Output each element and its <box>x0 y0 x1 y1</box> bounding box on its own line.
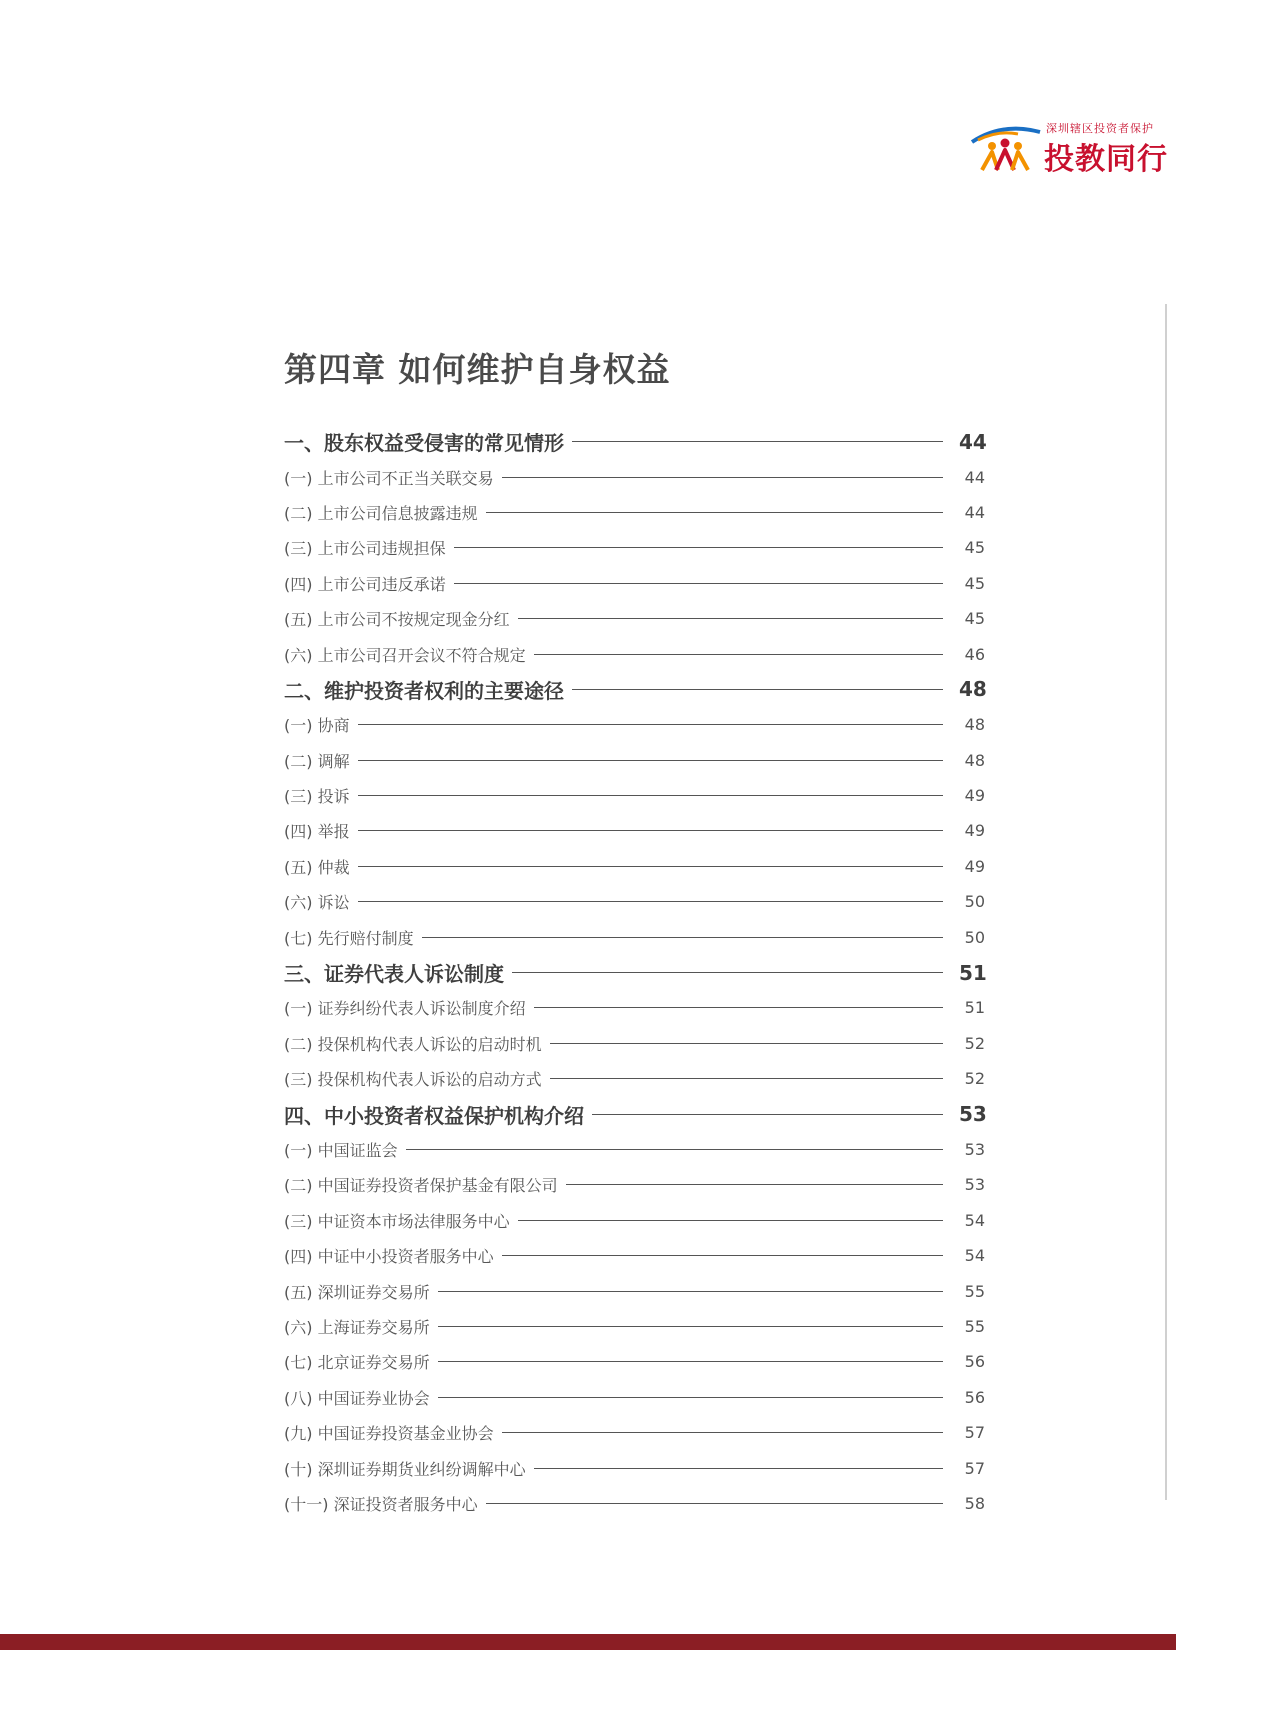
toc-entry-page: 54 <box>964 1210 985 1230</box>
toc-entry[interactable] <box>284 566 985 601</box>
toc-leader-line <box>518 618 943 619</box>
toc-entry-page: 56 <box>964 1352 985 1372</box>
toc-entry-label: (九) 中国证券投资基金业协会 <box>284 1424 494 1444</box>
toc-entry-page: 53 <box>964 1140 985 1159</box>
toc-entry-label: (二) 上市公司信息披露违规 <box>284 503 478 523</box>
toc-leader-line <box>502 1432 943 1433</box>
toc-section-entry[interactable] <box>284 1096 985 1131</box>
toc-entry-label: (四) 举报 <box>284 822 350 842</box>
toc-leader-line <box>502 1255 943 1256</box>
toc-entry-page: 45 <box>964 573 985 593</box>
toc-entry-page: 55 <box>964 1316 985 1336</box>
toc-leader-line <box>486 1503 943 1504</box>
toc-entry-label: (三) 中证资本市场法律服务中心 <box>284 1211 510 1231</box>
toc-entry-page: 57 <box>964 1423 985 1443</box>
toc-entry[interactable] <box>284 601 985 636</box>
toc-leader-line <box>454 583 943 584</box>
toc-entry-label: (二) 中国证券投资者保护基金有限公司 <box>284 1176 558 1196</box>
toc-entry-label: (十) 深圳证券期货业纠纷调解中心 <box>284 1459 526 1479</box>
toc-leader-line <box>550 1043 943 1044</box>
toc-entry-page: 50 <box>964 892 985 912</box>
toc-leader-line <box>572 441 943 442</box>
toc-leader-line <box>502 477 943 478</box>
toc-entry[interactable] <box>284 1061 985 1096</box>
toc-entry-label: 三、证券代表人诉讼制度 <box>284 962 504 987</box>
toc-entry-page: 44 <box>964 467 985 487</box>
toc-entry-page: 53 <box>959 1102 987 1127</box>
toc-entry[interactable] <box>284 849 985 884</box>
toc-entry-label: (五) 深圳证券交易所 <box>284 1282 430 1302</box>
toc-leader-line <box>406 1149 943 1150</box>
toc-entry-label: (四) 上市公司违反承诺 <box>284 574 446 594</box>
toc-entry-page: 51 <box>959 960 987 985</box>
toc-entry-label: (三) 上市公司违规担保 <box>284 539 446 559</box>
toc-leader-line <box>438 1397 943 1398</box>
toc-entry[interactable] <box>284 1238 985 1273</box>
toc-leader-line <box>358 901 943 902</box>
toc-entry-page: 46 <box>964 644 985 664</box>
chapter-title: 第四章 如何维护自身权益 <box>284 350 671 389</box>
toc-entry-page: 44 <box>964 502 985 522</box>
toc-entry-page: 52 <box>964 1069 985 1089</box>
toc-entry-label: (四) 中证中小投资者服务中心 <box>284 1247 494 1267</box>
toc-entry[interactable] <box>284 495 985 530</box>
logo-emblem-icon <box>968 120 1042 176</box>
toc-entry-page: 53 <box>964 1175 985 1195</box>
toc-entry[interactable] <box>284 530 985 565</box>
toc-entry-page: 51 <box>964 998 985 1018</box>
toc-entry[interactable] <box>284 707 985 742</box>
toc-entry-label: (七) 北京证券交易所 <box>284 1353 430 1373</box>
toc-entry[interactable] <box>284 1273 985 1308</box>
toc-leader-line <box>358 830 943 831</box>
toc-entry-label: 一、股东权益受侵害的常见情形 <box>284 431 564 456</box>
toc-entry-label: (七) 先行赔付制度 <box>284 928 414 948</box>
toc-leader-line <box>358 795 943 796</box>
toc-section-entry[interactable] <box>284 424 985 459</box>
toc-entry[interactable] <box>284 1309 985 1344</box>
toc-entry-page: 45 <box>964 538 985 558</box>
toc-entry-page: 49 <box>964 786 985 806</box>
toc-leader-line <box>438 1291 943 1292</box>
toc-entry-label: (五) 仲裁 <box>284 857 350 877</box>
toc-entry[interactable] <box>284 1344 985 1379</box>
toc-leader-line <box>358 724 943 725</box>
toc-entry-label: 二、维护投资者权利的主要途径 <box>284 678 564 703</box>
toc-entry-label: (一) 上市公司不正当关联交易 <box>284 468 494 488</box>
toc-entry[interactable] <box>284 459 985 494</box>
toc-entry-label: 四、中小投资者权益保护机构介绍 <box>284 1103 584 1128</box>
toc-entry-page: 48 <box>964 750 985 770</box>
toc-entry-page: 44 <box>959 429 987 454</box>
brand-logo <box>968 118 1180 178</box>
toc-entry-label: (十一) 深证投资者服务中心 <box>284 1494 478 1514</box>
toc-entry-page: 54 <box>964 1246 985 1266</box>
toc-entry[interactable] <box>284 1026 985 1061</box>
toc-leader-line <box>358 760 943 761</box>
toc-entry-label: (八) 中国证券业协会 <box>284 1388 430 1408</box>
toc-entry-label: (三) 投保机构代表人诉讼的启动方式 <box>284 1070 542 1090</box>
toc-leader-line <box>438 1361 943 1362</box>
toc-entry[interactable] <box>284 1415 985 1450</box>
toc-entry-page: 45 <box>964 609 985 629</box>
logo-brand-name: 投教同行 <box>1044 142 1168 177</box>
toc-entry[interactable] <box>284 1132 985 1167</box>
toc-leader-line <box>534 1007 943 1008</box>
toc-entry[interactable] <box>284 1380 985 1415</box>
toc-entry-page: 55 <box>964 1281 985 1301</box>
toc-entry[interactable] <box>284 1167 985 1202</box>
toc-leader-line <box>550 1078 943 1079</box>
toc-entry-label: (二) 投保机构代表人诉讼的启动时机 <box>284 1034 542 1054</box>
toc-leader-line <box>422 937 943 938</box>
toc-entry[interactable] <box>284 884 985 919</box>
toc-leader-line <box>454 547 943 548</box>
toc-entry-page: 57 <box>964 1458 985 1478</box>
toc-entry-page: 58 <box>964 1493 985 1513</box>
toc-entry-label: (二) 调解 <box>284 751 350 771</box>
toc-leader-line <box>592 1114 943 1115</box>
toc-entry-label: (三) 投诉 <box>284 787 350 807</box>
toc-entry-label: (六) 上海证券交易所 <box>284 1317 430 1337</box>
toc-entry-page: 48 <box>959 677 987 702</box>
toc-entry-page: 56 <box>964 1387 985 1407</box>
toc-entry[interactable] <box>284 990 985 1025</box>
toc-leader-line <box>358 866 943 867</box>
toc-entry[interactable] <box>284 813 985 848</box>
toc-leader-line <box>512 972 943 973</box>
toc-section-entry[interactable] <box>284 955 985 990</box>
toc-entry[interactable] <box>284 1486 985 1521</box>
toc-entry-page: 48 <box>964 715 985 735</box>
toc-entry[interactable] <box>284 1203 985 1238</box>
table-of-contents <box>284 424 985 1521</box>
toc-entry-page: 50 <box>964 927 985 947</box>
toc-leader-line <box>438 1326 943 1327</box>
toc-entry-label: (六) 上市公司召开会议不符合规定 <box>284 645 526 665</box>
toc-leader-line <box>486 512 943 513</box>
footer-bar <box>0 1634 1176 1650</box>
toc-entry[interactable] <box>284 743 985 778</box>
toc-entry[interactable] <box>284 636 985 671</box>
toc-entry[interactable] <box>284 919 985 954</box>
logo-tagline: 深圳辖区投资者保护 <box>1046 122 1154 135</box>
toc-section-entry[interactable] <box>284 672 985 707</box>
toc-leader-line <box>534 654 943 655</box>
toc-entry-label: (一) 协商 <box>284 716 350 736</box>
toc-leader-line <box>534 1468 943 1469</box>
toc-entry-page: 49 <box>964 821 985 841</box>
toc-entry-label: (六) 诉讼 <box>284 893 350 913</box>
toc-leader-line <box>566 1184 943 1185</box>
toc-entry-label: (一) 证券纠纷代表人诉讼制度介绍 <box>284 999 526 1019</box>
toc-entry-page: 49 <box>964 856 985 876</box>
toc-entry-label: (五) 上市公司不按规定现金分红 <box>284 610 510 630</box>
toc-leader-line <box>518 1220 943 1221</box>
side-divider <box>1165 304 1167 1500</box>
toc-entry-label: (一) 中国证监会 <box>284 1141 398 1160</box>
toc-entry[interactable] <box>284 778 985 813</box>
toc-entry-page: 52 <box>964 1033 985 1053</box>
toc-entry[interactable] <box>284 1450 985 1485</box>
toc-leader-line <box>572 689 943 690</box>
